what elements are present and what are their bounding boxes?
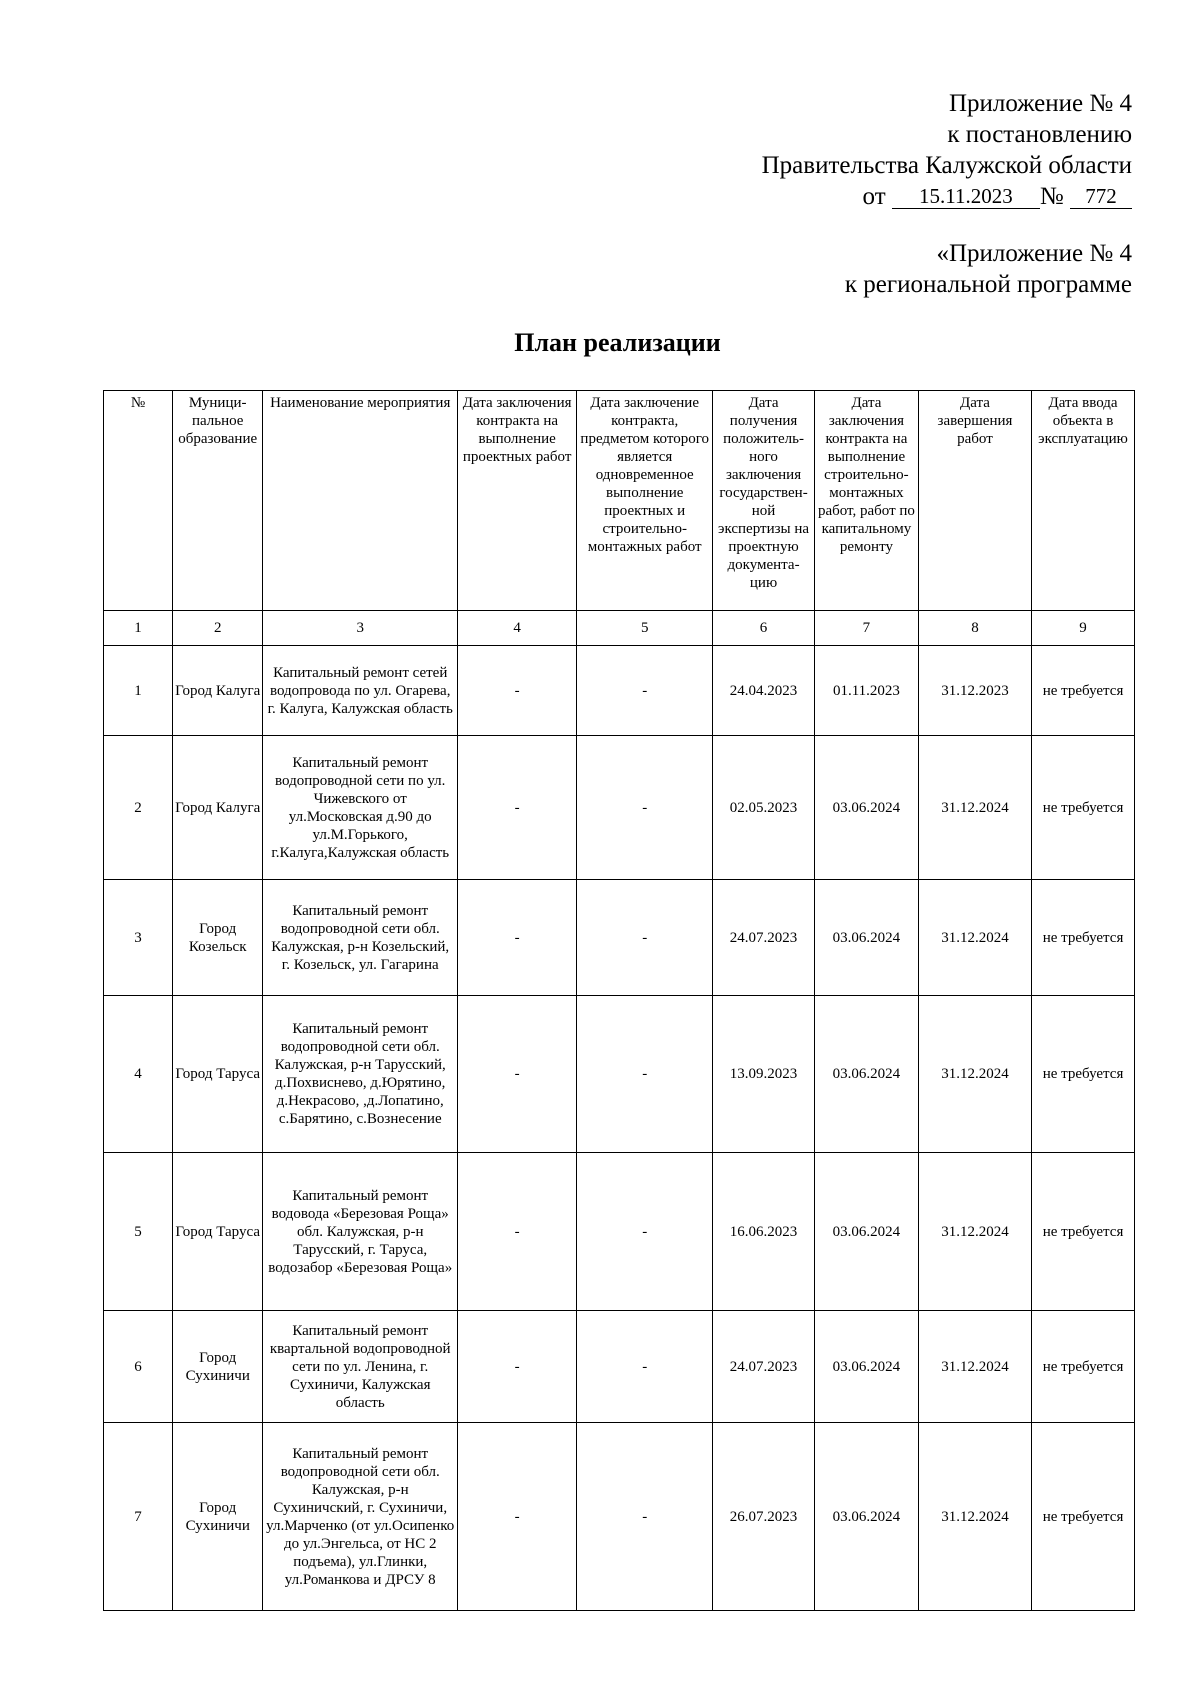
construction-contract-cell: 03.06.2024 — [814, 996, 918, 1153]
appendix-title: Приложение № 4 — [948, 90, 1132, 117]
municipality-cell: Город Таруса — [172, 1153, 263, 1311]
design-contract-cell: - — [457, 996, 576, 1153]
program-appendix-title: «Приложение № 4 — [936, 240, 1132, 267]
construction-contract-cell: 01.11.2023 — [814, 646, 918, 736]
table-row — [104, 1423, 1135, 1611]
row-number: 7 — [104, 1423, 173, 1611]
header-cell-number: № — [104, 391, 173, 611]
commissioning-cell: не требуется — [1032, 646, 1135, 736]
header-row — [104, 391, 1135, 611]
completion-date-cell: 31.12.2024 — [918, 1423, 1031, 1611]
combined-contract-cell: - — [577, 1423, 713, 1611]
header-cell-design-contract-date: Дата заключения контракта на выполнение проектных работ — [457, 391, 576, 611]
event-name-cell: Капитальный ремонт водопроводной сети обл. Калужская, р-н Козельский, г. Козельск, ул. Гагарина — [263, 880, 457, 996]
commissioning-cell: не требуется — [1032, 1423, 1135, 1611]
column-number: 4 — [457, 611, 576, 646]
header-cell-commissioning-date: Дата ввода объекта в эксплуатацию — [1032, 391, 1135, 611]
event-name-cell: Капитальный ремонт сетей водопровода по ул. Огарева, г. Калуга, Калужская область — [263, 646, 457, 736]
construction-contract-cell: 03.06.2024 — [814, 1153, 918, 1311]
column-number: 1 — [104, 611, 173, 646]
completion-date-cell: 31.12.2024 — [918, 880, 1031, 996]
commissioning-cell: не требуется — [1032, 1153, 1135, 1311]
row-number: 2 — [104, 736, 173, 880]
table-row — [104, 1153, 1135, 1311]
commissioning-cell: не требуется — [1032, 1311, 1135, 1423]
design-contract-cell: - — [457, 1153, 576, 1311]
expertise-date-cell: 24.07.2023 — [713, 880, 815, 996]
column-number: 3 — [263, 611, 457, 646]
appendix-header — [532, 88, 1132, 300]
table-row — [104, 736, 1135, 880]
commissioning-cell: не требуется — [1032, 996, 1135, 1153]
row-number: 1 — [104, 646, 173, 736]
header-cell-construction-contract-date: Дата заключения контракта на выполнение строительно-монтажных работ, работ по капитальному ремонту — [814, 391, 918, 611]
construction-contract-cell: 03.06.2024 — [814, 1311, 918, 1423]
column-number: 8 — [918, 611, 1031, 646]
municipality-cell: Город Сухиничи — [172, 1423, 263, 1611]
combined-contract-cell: - — [577, 1311, 713, 1423]
row-number: 4 — [104, 996, 173, 1153]
header-cell-municipality: Муници-пальное образование — [172, 391, 263, 611]
appendix-to-resolution: к постановлению — [947, 121, 1132, 148]
construction-contract-cell: 03.06.2024 — [814, 736, 918, 880]
construction-contract-cell: 03.06.2024 — [814, 1423, 918, 1611]
event-name-cell: Капитальный ремонт водопроводной сети обл. Калужская, р-н Тарусский, д.Похвиснево, д.Юрятино, д.Некрасово, ,д.Лопатино, с.Барятино, с.Вознесение — [263, 996, 457, 1153]
municipality-cell: Город Таруса — [172, 996, 263, 1153]
row-number: 5 — [104, 1153, 173, 1311]
resolution-date: 15.11.2023 — [892, 184, 1040, 209]
header-cell-event-name: Наименование мероприятия — [263, 391, 457, 611]
combined-contract-cell: - — [577, 646, 713, 736]
plan-table — [103, 390, 1135, 1611]
row-number: 3 — [104, 880, 173, 996]
design-contract-cell: - — [457, 736, 576, 880]
completion-date-cell: 31.12.2023 — [918, 646, 1031, 736]
page-title: План реализации — [514, 328, 721, 357]
municipality-cell: Город Калуга — [172, 646, 263, 736]
combined-contract-cell: - — [577, 1153, 713, 1311]
design-contract-cell: - — [457, 1423, 576, 1611]
combined-contract-cell: - — [577, 736, 713, 880]
expertise-date-cell: 24.04.2023 — [713, 646, 815, 736]
expertise-date-cell: 16.06.2023 — [713, 1153, 815, 1311]
table-row — [104, 996, 1135, 1153]
header-cell-completion-date: Дата завершения работ — [918, 391, 1031, 611]
design-contract-cell: - — [457, 1311, 576, 1423]
combined-contract-cell: - — [577, 880, 713, 996]
event-name-cell: Капитальный ремонт водопроводной сети обл. Калужская, р-н Сухиничский, г. Сухиничи, ул.Марченко (от ул.Осипенко до ул.Энгельса, от НС 2 подъема), ул.Глинки, ул.Романкова и ДРСУ 8 — [263, 1423, 457, 1611]
column-number: 7 — [814, 611, 918, 646]
column-number: 5 — [577, 611, 713, 646]
table-row — [104, 646, 1135, 736]
event-name-cell: Капитальный ремонт квартальной водопроводной сети по ул. Ленина, г. Сухиничи, Калужская область — [263, 1311, 457, 1423]
design-contract-cell: - — [457, 880, 576, 996]
commissioning-cell: не требуется — [1032, 736, 1135, 880]
header-cell-combined-contract-date: Дата заключение контракта, предметом которого является одновременное выполнение проектных и строительно-монтажных работ — [577, 391, 713, 611]
commissioning-cell: не требуется — [1032, 880, 1135, 996]
column-number: 2 — [172, 611, 263, 646]
completion-date-cell: 31.12.2024 — [918, 1153, 1031, 1311]
row-number: 6 — [104, 1311, 173, 1423]
expertise-date-cell: 24.07.2023 — [713, 1311, 815, 1423]
number-label: № — [1039, 183, 1064, 210]
column-number-row — [104, 611, 1135, 646]
from-label: от — [862, 183, 886, 210]
expertise-date-cell: 02.05.2023 — [713, 736, 815, 880]
expertise-date-cell: 26.07.2023 — [713, 1423, 815, 1611]
design-contract-cell: - — [457, 646, 576, 736]
table-row — [104, 1311, 1135, 1423]
resolution-number: 772 — [1070, 184, 1132, 209]
municipality-cell: Город Сухиничи — [172, 1311, 263, 1423]
resolution-date-line — [532, 181, 1132, 212]
completion-date-cell: 31.12.2024 — [918, 736, 1031, 880]
program-appendix-subtitle: к региональной программе — [844, 271, 1132, 298]
combined-contract-cell: - — [577, 996, 713, 1153]
header-cell-expertise-date: Дата получения положитель-ного заключения государствен-ной экспертизы на проектную документа-цию — [713, 391, 815, 611]
completion-date-cell: 31.12.2024 — [918, 1311, 1031, 1423]
column-number: 9 — [1032, 611, 1135, 646]
construction-contract-cell: 03.06.2024 — [814, 880, 918, 996]
appendix-government: Правительства Калужской области — [761, 152, 1132, 179]
table-row — [104, 880, 1135, 996]
event-name-cell: Капитальный ремонт водопроводной сети по ул. Чижевского от ул.Московская д.90 до ул.М.Горького, г.Калуга,Калужская область — [263, 736, 457, 880]
completion-date-cell: 31.12.2024 — [918, 996, 1031, 1153]
municipality-cell: Город Калуга — [172, 736, 263, 880]
expertise-date-cell: 13.09.2023 — [713, 996, 815, 1153]
municipality-cell: Город Козельск — [172, 880, 263, 996]
column-number: 6 — [713, 611, 815, 646]
event-name-cell: Капитальный ремонт водовода «Березовая Роща» обл. Калужская, р-н Тарусский, г. Таруса, водозабор «Березовая Роща» — [263, 1153, 457, 1311]
